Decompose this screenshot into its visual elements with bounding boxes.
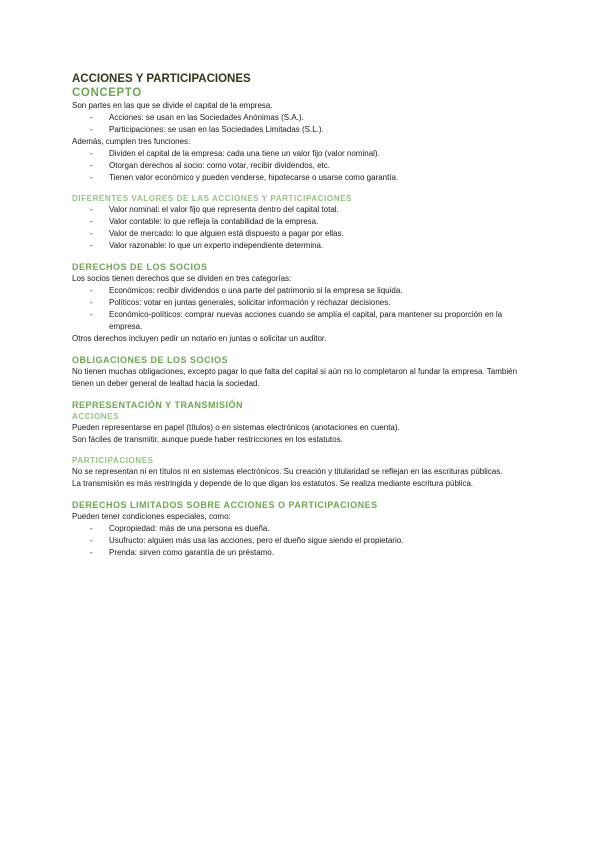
heading-acciones: ACCIONES — [72, 412, 120, 421]
list-item: - Dividen el capital de la empresa: cada una tiene un valor fijo (valor nominal). — [72, 148, 532, 160]
participaciones-line-1: No se representan ni en títulos ni en sistemas electrónicos. Su creación y titularidad se reflejan en las escrituras públicas. — [72, 467, 503, 476]
heading-limitados: DERECHOS LIMITADOS SOBRE ACCIONES O PARTICIPACIONES — [72, 500, 378, 510]
limitados-intro: Pueden tener condiciones especiales, como: — [72, 512, 231, 521]
section-representacion — [72, 399, 532, 490]
list-item: - Usufructo: alguien más usa las acciones, pero el dueño sigue siendo el propietario. — [72, 535, 532, 547]
functions-list — [72, 148, 532, 184]
participaciones-line-2: La transmisión es más restringida y depende de lo que digan los estatutos. Se realiza mediante escritura pública. — [72, 479, 474, 488]
section-concepto — [72, 86, 532, 184]
list-item: - Económicos: recibir dividendos o una parte del patrimonio si la empresa se liquida. — [72, 285, 532, 297]
list-item: - Copropiedad: más de una persona es dueña. — [72, 523, 532, 535]
heading-obligaciones: OBLIGACIONES DE LOS SOCIOS — [72, 355, 229, 365]
derechos-intro: Los socios tienen derechos que se dividen en tres categorías: — [72, 274, 292, 283]
concepto-intro-2: Además, cumplen tres funciones: — [72, 137, 191, 146]
acciones-line-2: Son fáciles de transmitir, aunque puede haber restricciones en los estatutos. — [72, 435, 343, 444]
document-title: ACCIONES Y PARTICIPACIONES — [72, 73, 251, 85]
section-valores — [72, 193, 532, 252]
list-item: - Prenda: sirven como garantía de un préstamo. — [72, 547, 532, 559]
concepto-intro: Son partes en las que se divide el capital de la empresa. — [72, 101, 273, 110]
section-limitados — [72, 499, 532, 559]
valores-list — [72, 204, 532, 252]
heading-participaciones: PARTICIPACIONES — [72, 456, 154, 465]
acciones-line-1: Pueden representarse en papel (títulos) o en sistemas electrónicos (anotaciones en cuenta). — [72, 423, 400, 432]
obligaciones-text: No tienen muchas obligaciones, excepto pagar lo que falta del capital si aún no lo completaron al fundar la empresa. También tienen un deber general de lealtad hacia la sociedad. — [72, 367, 518, 388]
list-item: - Económico-políticos: comprar nuevas acciones cuando se amplía el capital, para mantener su proporción en la empresa. — [72, 309, 532, 333]
section-derechos — [72, 261, 532, 345]
section-obligaciones — [72, 354, 532, 390]
list-item: - Valor de mercado: lo que alguien está dispuesto a pagar por ellas. — [72, 228, 532, 240]
heading-valores: DIFERENTES VALORES DE LAS ACCIONES Y PARTICIPACIONES — [72, 194, 352, 203]
list-item: - Políticos: votar en juntas generales, solicitar información y rechazar decisiones. — [72, 297, 532, 309]
list-item: - Valor razonable: lo que un experto independiente determina. — [72, 240, 532, 252]
concepto-list — [72, 112, 532, 136]
derechos-outro: Otros derechos incluyen pedir un notario en juntas o solicitar un auditor. — [72, 334, 327, 343]
heading-derechos: DERECHOS DE LOS SOCIOS — [72, 262, 208, 272]
heading-representacion: REPRESENTACIÓN Y TRANSMISIÓN — [72, 400, 244, 410]
derechos-list — [72, 285, 532, 333]
list-item: - Valor contable: lo que refleja la contabilidad de la empresa. — [72, 216, 532, 228]
list-item: - Otorgan derechos al socio: como votar, recibir dividendos, etc. — [72, 160, 532, 172]
limitados-list — [72, 523, 532, 559]
heading-concepto: CONCEPTO — [72, 87, 142, 99]
list-item: - Tienen valor económico y pueden venderse, hipotecarse o usarse como garantía. — [72, 172, 532, 184]
list-item: - Valor nominal: el valor fijo que representa dentro del capital total. — [72, 204, 532, 216]
list-item: - Participaciones: se usan en las Sociedades Limitadas (S.L.). — [72, 124, 532, 136]
list-item: - Acciones: se usan en las Sociedades Anónimas (S.A.). — [72, 112, 532, 124]
document-page — [72, 72, 532, 559]
